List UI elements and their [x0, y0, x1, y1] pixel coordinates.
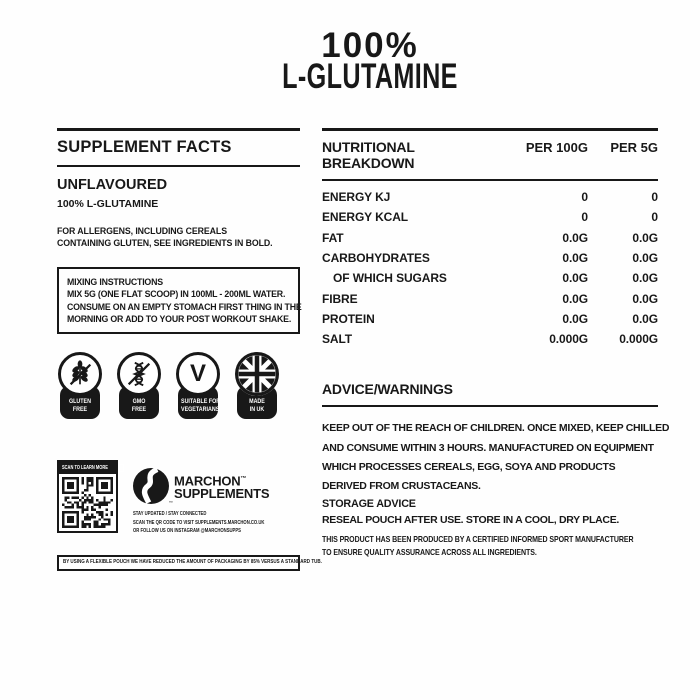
brand-block — [133, 468, 302, 535]
row-label: OF WHICH SUGARS — [333, 271, 447, 286]
connect-line: STAY UPDATED / STAY CONNECTED — [133, 511, 207, 518]
wheat-crossed-icon — [58, 352, 102, 396]
badge-label: GLUTEN — [68, 398, 91, 406]
row-value-per-5g: 0 — [651, 190, 658, 205]
table-row — [322, 248, 658, 268]
row-label: FAT — [322, 230, 344, 245]
qr-header-bar — [59, 462, 116, 474]
certification-line: THIS PRODUCT HAS BEEN PRODUCED BY A CERTIFIED INFORMED SPORT MANUFACTURER — [322, 535, 634, 545]
badge-gluten-free — [57, 352, 103, 419]
badge-label: GMO — [132, 398, 146, 406]
nutrition-heading: NUTRITIONAL BREAKDOWN — [322, 139, 415, 171]
connect-line: SCAN THE QR CODE TO VISIT SUPPLEMENTS.MARCHON.CO.UK — [133, 519, 265, 526]
mixing-instructions-box — [57, 267, 300, 334]
storage-advice-heading: STORAGE ADVICE — [322, 498, 416, 511]
divider — [57, 165, 300, 167]
storage-advice-text: RESEAL POUCH AFTER USE. STORE IN A COOL, DRY PLACE. — [322, 514, 620, 527]
row-value-per-100g: 0.000G — [549, 332, 588, 347]
row-value-per-5g: 0 — [651, 210, 658, 225]
stay-connected-text — [133, 510, 264, 535]
mixing-line: CONSUME ON AN EMPTY STOMACH FIRST THING IN THE — [67, 301, 302, 312]
row-value-per-100g: 0.0G — [562, 291, 588, 306]
qr-code-box — [57, 460, 118, 533]
qr-caption: SCAN TO LEARN MORE — [62, 465, 108, 472]
flavour-label: UNFLAVOURED — [57, 177, 168, 193]
brand-name-line2: SUPPLEMENTS — [174, 486, 270, 502]
divider — [322, 128, 658, 131]
row-label: ENERGY KJ — [322, 190, 391, 205]
row-value-per-100g: 0.0G — [562, 251, 588, 266]
title-line-2: L-GLUTAMINE — [282, 57, 458, 96]
letter-v-icon: V — [176, 352, 220, 396]
row-value-per-5g: 0.0G — [632, 251, 658, 266]
row-value-per-5g: 0.0G — [632, 311, 658, 326]
table-row — [322, 207, 658, 227]
table-row — [322, 309, 658, 329]
warning-line: KEEP OUT OF THE REACH OF CHILDREN. ONCE MIXED, KEEP CHILLED — [322, 422, 670, 435]
row-value-per-5g: 0.0G — [632, 230, 658, 245]
supplement-facts-panel — [57, 128, 322, 571]
allergen-note — [57, 225, 300, 249]
advice-warnings-heading: ADVICE/WARNINGS — [322, 381, 453, 398]
badge-suitable-for-vegetarians — [175, 352, 221, 419]
row-label: FIBRE — [322, 291, 358, 306]
certification-badges — [57, 352, 300, 419]
row-value-per-100g: 0 — [581, 190, 588, 205]
row-value-per-100g: 0.0G — [562, 311, 588, 326]
row-value-per-100g: 0 — [581, 210, 588, 225]
row-value-per-5g: 0.0G — [632, 291, 658, 306]
badge-label: FREE — [131, 405, 147, 413]
divider — [322, 179, 658, 181]
union-jack-icon — [235, 352, 279, 396]
phone-icon — [119, 464, 124, 472]
mixing-line: MORNING OR ADD TO YOUR POST WORKOUT SHAKE. — [67, 313, 292, 324]
table-row — [322, 329, 658, 349]
table-row — [322, 228, 658, 248]
table-row — [322, 268, 658, 288]
badge-label: MADE — [249, 398, 265, 406]
marchon-logo-icon — [133, 468, 173, 506]
badge-label: FREE — [72, 405, 88, 413]
row-value-per-5g: 0.000G — [619, 332, 658, 347]
brand-name — [174, 473, 269, 500]
nutrition-table-header — [322, 139, 658, 171]
qr-code — [62, 477, 113, 528]
packaging-note: BY USING A FLEXIBLE POUCH WE HAVE REDUCED THE AMOUNT OF PACKAGING BY 85% VERSUS A STANDARD TUB. — [63, 558, 322, 565]
dna-crossed-icon — [117, 352, 161, 396]
mixing-heading: MIXING INSTRUCTIONS — [67, 277, 163, 287]
connect-line: OR FOLLOW US ON INSTAGRAM @MARCHONSUPPS — [133, 527, 241, 534]
warnings-text — [322, 419, 670, 496]
divider — [57, 128, 300, 131]
badge-label: VEGETARIANS — [181, 405, 220, 413]
row-label: PROTEIN — [322, 311, 375, 326]
page-title — [248, 26, 492, 96]
trademark-symbol: ™ — [169, 500, 173, 506]
allergen-line: FOR ALLERGENS, INCLUDING CEREALS — [57, 226, 227, 236]
badge-label: IN UK — [249, 405, 265, 413]
warning-line: AND CONSUME WITHIN 3 HOURS. MANUFACTURED ON EQUIPMENT — [322, 441, 654, 454]
badge-made-in-uk — [234, 352, 280, 419]
allergen-line: CONTAINING GLUTEN, SEE INGREDIENTS IN BOLD. — [57, 238, 273, 248]
row-label: CARBOHYDRATES — [322, 251, 430, 266]
badge-gmo-free — [116, 352, 162, 419]
nutrition-table — [322, 187, 658, 349]
column-per-100g: PER 100G — [525, 140, 588, 155]
table-row — [322, 288, 658, 308]
row-label: ENERGY KCAL — [322, 210, 409, 225]
table-row — [322, 187, 658, 207]
divider — [322, 405, 658, 407]
nutrition-panel — [322, 128, 670, 559]
column-per-5g: PER 5G — [610, 140, 658, 155]
product-name: 100% L-GLUTAMINE — [57, 198, 159, 210]
trademark-symbol: ™ — [240, 475, 247, 482]
row-value-per-100g: 0.0G — [562, 230, 588, 245]
mixing-line: MIX 5G (ONE FLAT SCOOP) IN 100ML - 200ML WATER. — [67, 289, 286, 300]
supplement-facts-heading: SUPPLEMENT FACTS — [57, 138, 232, 156]
title-line-1: 100% — [321, 26, 419, 65]
warning-line: DERIVED FROM CRUSTACEANS. — [322, 479, 481, 492]
qr-brand-section — [57, 460, 300, 535]
row-value-per-5g: 0.0G — [632, 271, 658, 286]
row-value-per-100g: 0.0G — [562, 271, 588, 286]
certification-line: TO ENSURE QUALITY ASSURANCE ACROSS ALL INGREDIENTS. — [322, 547, 537, 557]
badge-label: SUITABLE FOR — [181, 398, 221, 406]
packaging-note-box — [57, 555, 322, 571]
row-label: SALT — [322, 332, 353, 347]
warning-line: WHICH PROCESSES CEREALS, EGG, SOYA AND PRODUCTS — [322, 460, 616, 473]
certification-text — [322, 534, 634, 559]
brand-name-line1: MARCHON — [174, 473, 241, 489]
